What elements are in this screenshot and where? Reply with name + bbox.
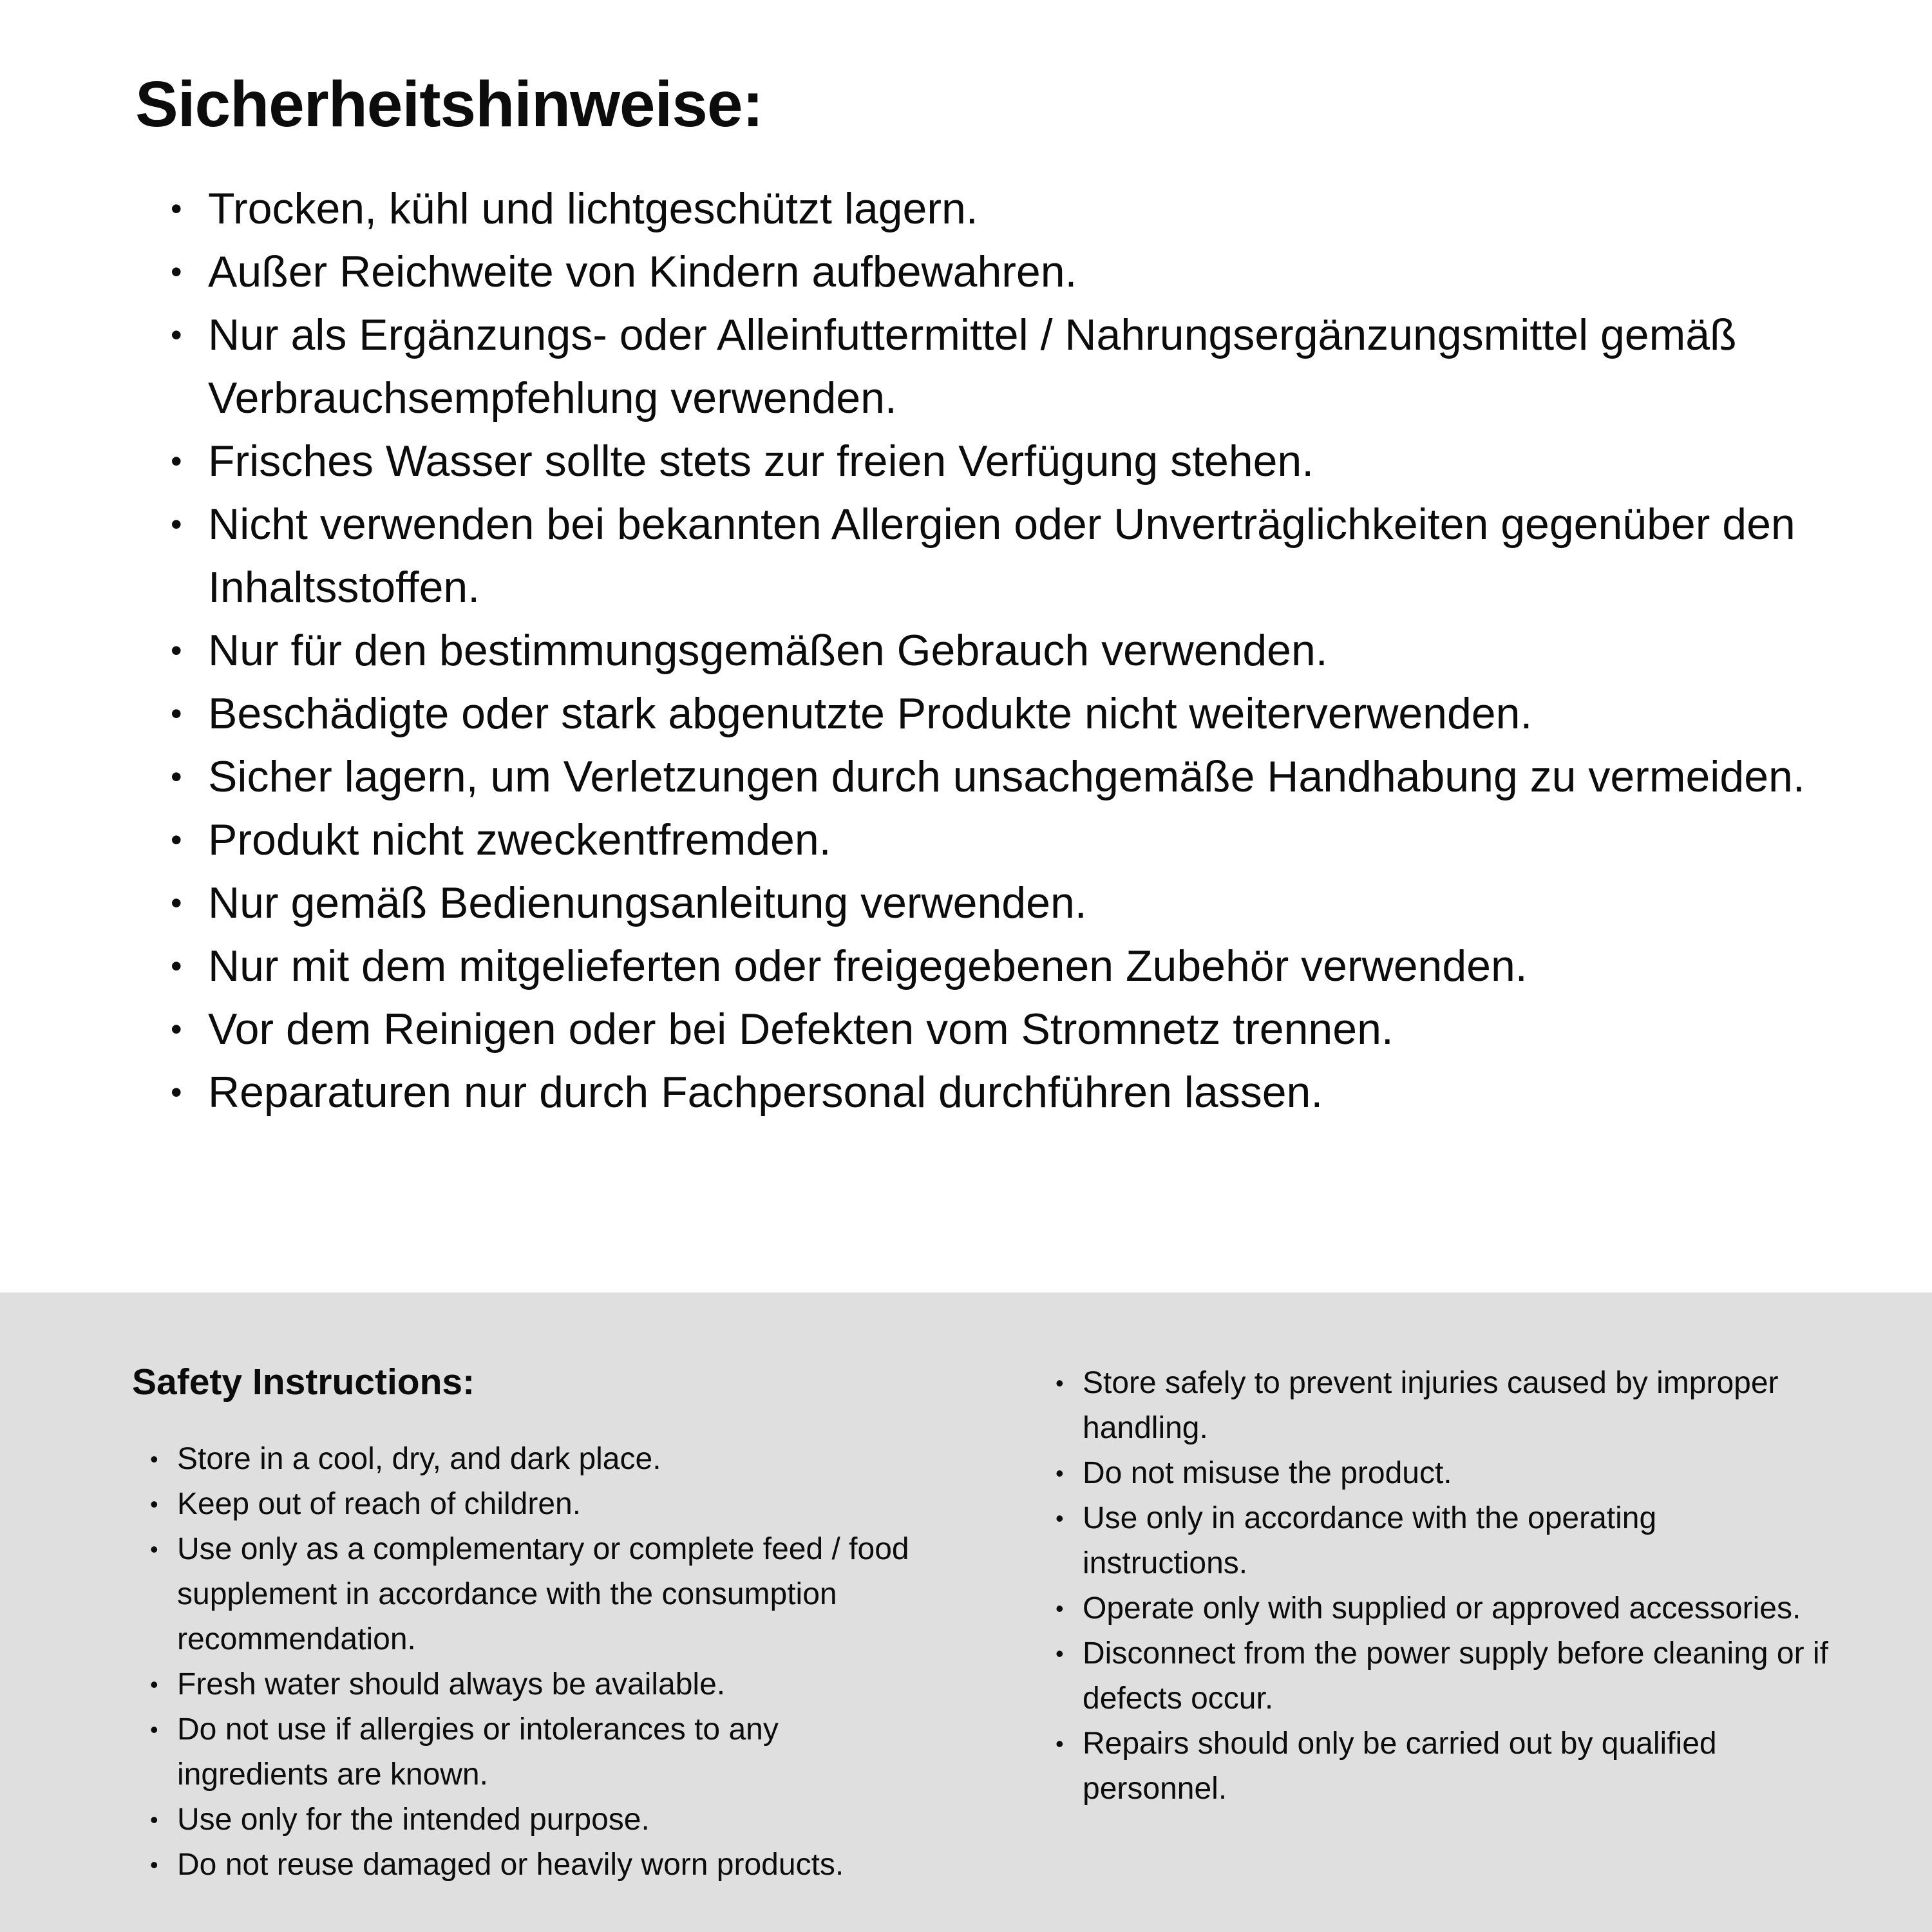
bullet-marker: •: [1056, 1730, 1064, 1757]
bullet-marker: •: [171, 1011, 182, 1047]
german-safety-item: [171, 1061, 1871, 1124]
english-safety-item: [150, 1707, 946, 1797]
english-safety-item-text: Store in a cool, dry, and dark place.: [177, 1442, 661, 1476]
english-safety-list-left: [150, 1437, 946, 1888]
german-safety-item-text: Frisches Wasser sollte stets zur freien Verfügung stehen.: [208, 437, 1314, 486]
bullet-marker: •: [171, 822, 182, 858]
bullet-marker: •: [150, 1806, 158, 1833]
bullet-marker: •: [1056, 1640, 1064, 1667]
german-safety-item-text: Nur als Ergänzungs- oder Alleinfuttermittel / Nahrungsergänzungsmittel gemäß Verbrauchsempfehlung verwenden.: [208, 310, 1737, 422]
english-safety-item-text: Use only for the intended purpose.: [177, 1803, 650, 1837]
german-safety-item-text: Sicher lagern, um Verletzungen durch unsachgemäße Handhabung zu vermeiden.: [208, 752, 1805, 801]
english-safety-item: [1056, 1721, 1855, 1812]
english-safety-item: [150, 1527, 946, 1662]
german-safety-item-text: Vor dem Reinigen oder bei Defekten vom Stromnetz trennen.: [208, 1005, 1394, 1054]
bullet-marker: •: [171, 759, 182, 795]
bullet-marker: •: [1056, 1370, 1064, 1396]
german-safety-item-text: Nicht verwenden bei bekannten Allergien oder Unverträglichkeiten gegenüber den Inhaltsstoffen.: [208, 500, 1795, 612]
english-safety-item-text: Disconnect from the power supply before cleaning or if defects occur.: [1083, 1636, 1828, 1716]
bullet-marker: •: [150, 1491, 158, 1517]
english-section: [0, 1293, 1932, 1932]
german-safety-item-text: Nur mit dem mitgelieferten oder freigegebenen Zubehör verwenden.: [208, 942, 1528, 990]
bullet-marker: •: [171, 317, 182, 353]
english-safety-item: [150, 1662, 946, 1707]
english-safety-item: [1056, 1586, 1855, 1631]
german-safety-item: [171, 871, 1871, 934]
english-safety-item: [150, 1842, 946, 1888]
german-safety-item-text: Produkt nicht zweckentfremden.: [208, 815, 831, 864]
bullet-marker: •: [1056, 1460, 1064, 1486]
german-safety-item: [171, 934, 1871, 998]
german-safety-item: [171, 493, 1871, 619]
bullet-marker: •: [1056, 1505, 1064, 1531]
german-safety-item-text: Nur für den bestimmungsgemäßen Gebrauch verwenden.: [208, 626, 1328, 675]
english-safety-item-text: Operate only with supplied or approved accessories.: [1083, 1591, 1801, 1625]
bullet-marker: •: [150, 1536, 158, 1562]
bullet-marker: •: [150, 1716, 158, 1743]
german-safety-item: [171, 303, 1871, 430]
bullet-marker: •: [171, 632, 182, 668]
german-safety-item: [171, 682, 1871, 745]
english-right-column: [1037, 1361, 1855, 1812]
bullet-marker: •: [150, 1446, 158, 1472]
english-safety-item: [1056, 1451, 1855, 1496]
bullet-marker: •: [171, 948, 182, 984]
bullet-marker: •: [171, 191, 182, 227]
english-safety-item-text: Use only in accordance with the operating instructions.: [1083, 1501, 1657, 1580]
english-safety-item-text: Repairs should only be carried out by qualified personnel.: [1083, 1727, 1717, 1806]
bullet-marker: •: [171, 1074, 182, 1110]
german-safety-item-text: Außer Reichweite von Kindern aufbewahren.: [208, 247, 1077, 296]
english-safety-item: [1056, 1631, 1855, 1721]
english-safety-item-text: Do not misuse the product.: [1083, 1456, 1452, 1490]
english-safety-list-right: [1056, 1361, 1855, 1812]
bullet-marker: •: [1056, 1595, 1064, 1622]
english-safety-item: [150, 1437, 946, 1482]
german-safety-item: [171, 240, 1871, 303]
german-safety-item-text: Trocken, kühl und lichtgeschützt lagern.: [208, 184, 978, 233]
english-left-column: [132, 1361, 946, 1888]
english-safety-item-text: Use only as a complementary or complete feed / food supplement in accordance with the consumption recommendation.: [177, 1532, 909, 1656]
bullet-marker: •: [171, 885, 182, 921]
german-safety-item: [171, 619, 1871, 682]
bullet-marker: •: [150, 1852, 158, 1878]
german-safety-item-text: Reparaturen nur durch Fachpersonal durchführen lassen.: [208, 1068, 1323, 1117]
english-safety-item-text: Do not use if allergies or intolerances to any ingredients are known.: [177, 1712, 779, 1792]
english-safety-item: [1056, 1496, 1855, 1586]
english-safety-item: [150, 1482, 946, 1527]
bullet-marker: •: [171, 443, 182, 479]
english-safety-item-text: Keep out of reach of children.: [177, 1487, 582, 1521]
bullet-marker: •: [171, 254, 182, 290]
english-section-title: Safety Instructions:: [132, 1361, 475, 1403]
german-safety-item: [171, 998, 1871, 1061]
english-safety-item-text: Store safely to prevent injuries caused by improper handling.: [1083, 1366, 1779, 1445]
german-safety-item: [171, 745, 1871, 808]
german-safety-item: [171, 808, 1871, 871]
bullet-marker: •: [150, 1671, 158, 1698]
bullet-marker: •: [171, 696, 182, 732]
english-safety-item: [1056, 1361, 1855, 1451]
english-safety-item-text: Do not reuse damaged or heavily worn products.: [177, 1848, 844, 1882]
english-safety-item: [150, 1797, 946, 1842]
german-safety-item-text: Beschädigte oder stark abgenutzte Produkte nicht weiterverwenden.: [208, 689, 1533, 738]
german-safety-item: [171, 177, 1871, 240]
german-safety-list: [171, 177, 1871, 1124]
bullet-marker: •: [171, 506, 182, 542]
english-safety-item-text: Fresh water should always be available.: [177, 1667, 726, 1701]
german-safety-item: [171, 430, 1871, 493]
german-safety-item-text: Nur gemäß Bedienungsanleitung verwenden.: [208, 878, 1087, 927]
german-section-title: Sicherheitshinweise:: [135, 68, 763, 140]
